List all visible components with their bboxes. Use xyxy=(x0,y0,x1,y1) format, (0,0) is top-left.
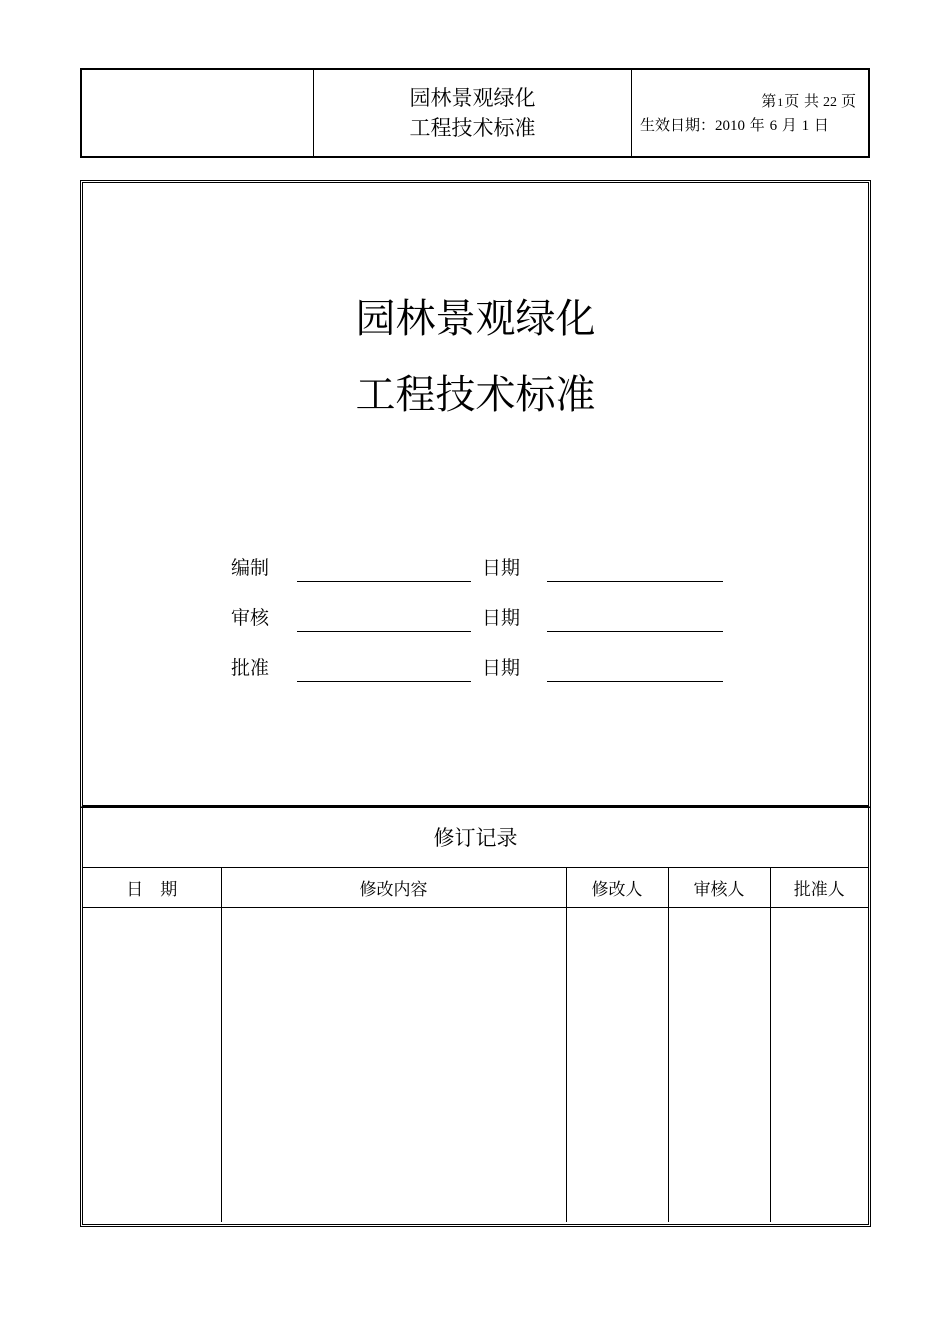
header-title xyxy=(314,70,632,156)
revision-table xyxy=(83,868,868,1222)
cell-reviewer[interactable] xyxy=(668,908,770,1223)
document-header xyxy=(80,68,870,158)
effective-date xyxy=(640,114,856,137)
page-indicator xyxy=(640,90,856,114)
cell-approver[interactable] xyxy=(770,908,868,1223)
header-title-line1: 园林景观绿化 xyxy=(409,86,536,110)
revision-record xyxy=(80,806,871,1227)
date-line[interactable] xyxy=(547,631,723,632)
cell-modifier[interactable] xyxy=(566,908,668,1223)
date-label: 日期 xyxy=(482,657,521,679)
date-label: 日期 xyxy=(482,557,521,579)
signature-line[interactable] xyxy=(297,631,471,632)
table-row xyxy=(83,908,868,1223)
page-suffix: 页 xyxy=(840,91,856,110)
effective-day-unit: 日 xyxy=(809,115,829,134)
cover-title-line2: 工程技术标准 xyxy=(355,372,596,418)
page-current: 1 xyxy=(777,94,784,109)
col-reviewer: 审核人 xyxy=(668,868,770,908)
header-title-line2: 工程技术标准 xyxy=(409,116,536,140)
signature-line[interactable] xyxy=(297,681,471,682)
cell-content[interactable] xyxy=(221,908,566,1223)
page-total: 22 xyxy=(822,94,837,110)
page-prefix: 第 xyxy=(761,91,777,110)
sign-label: 批准 xyxy=(231,657,270,679)
effective-year-unit: 年 xyxy=(745,115,765,134)
header-meta xyxy=(632,70,868,156)
header-logo-cell xyxy=(82,70,314,156)
date-line[interactable] xyxy=(547,581,723,582)
signature-line[interactable] xyxy=(297,581,471,582)
effective-month: 6 xyxy=(769,117,778,134)
page-middle: 页 共 xyxy=(784,91,819,110)
cover-title xyxy=(83,281,868,433)
effective-year: 2010 xyxy=(715,117,746,134)
effective-month-unit: 月 xyxy=(777,115,797,134)
col-modifier: 修改人 xyxy=(566,868,668,908)
revision-header-row xyxy=(83,868,868,908)
sign-label: 编制 xyxy=(231,557,270,579)
cover-title-line1: 园林景观绿化 xyxy=(355,296,596,342)
cell-date[interactable] xyxy=(83,908,221,1223)
col-date: 日 期 xyxy=(83,868,221,908)
effective-day: 1 xyxy=(801,117,810,134)
cover-panel xyxy=(80,180,871,808)
revision-title: 修订记录 xyxy=(83,807,868,868)
date-label: 日期 xyxy=(482,607,521,629)
sign-label: 审核 xyxy=(231,607,270,629)
effective-date-label: 生效日期： xyxy=(640,115,716,134)
col-approver: 批准人 xyxy=(770,868,868,908)
col-content: 修改内容 xyxy=(221,868,566,908)
date-line[interactable] xyxy=(547,681,723,682)
